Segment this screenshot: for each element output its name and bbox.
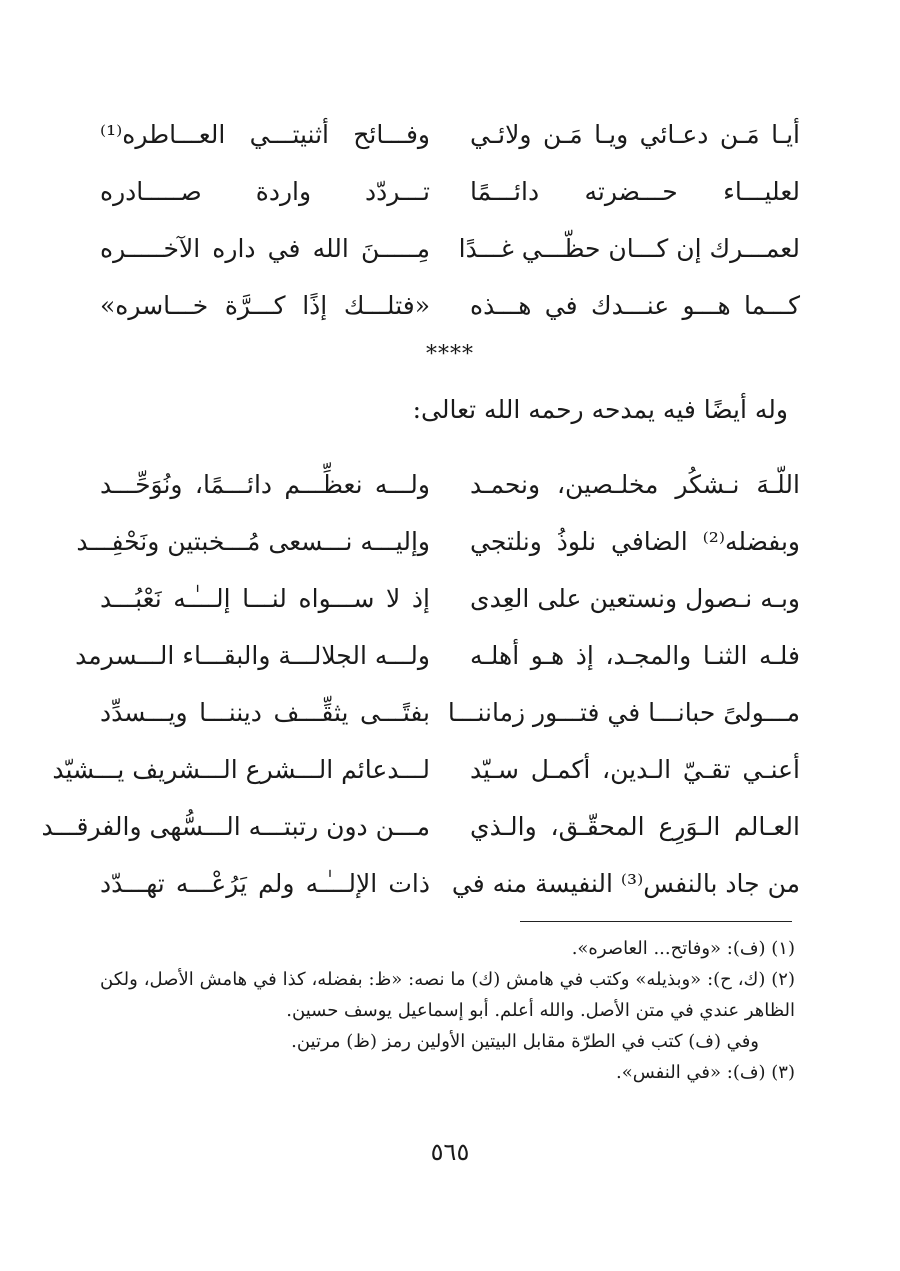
verse-second-hemistich: مـــن دون رتبتـــه الـــسُّهى والفرقـــد bbox=[41, 812, 430, 841]
verse-first-hemistich: مـــولىً حبانـــا في فتـــور زماننـــا bbox=[447, 698, 800, 727]
verse-line bbox=[100, 582, 800, 639]
footnote-1 bbox=[100, 933, 795, 964]
verse-second-hemistich: مِـــــنَ الله في داره الآخـــــره bbox=[100, 234, 430, 263]
verse-line bbox=[52, 753, 800, 810]
verse-first-hemistich: فلـه الثنـا والمجـد، إذ هـو أهلـه bbox=[470, 641, 800, 670]
footnote-number: (٢) bbox=[771, 969, 795, 990]
verse-line bbox=[100, 175, 800, 232]
verse-line bbox=[76, 525, 800, 582]
verse-line bbox=[100, 468, 800, 525]
poem-second bbox=[41, 468, 800, 924]
footnote-2 bbox=[100, 964, 795, 1026]
verse-first-hemistich: لعليـــاء حـــضرته دائـــمًا bbox=[470, 177, 800, 206]
footnotes bbox=[100, 933, 795, 1088]
verse-second-hemistich: ذات الإلـــٰـه ولم يَرُعْـــه تهـــدّد bbox=[100, 869, 430, 898]
verse-second-hemistich: إذ لا ســـواه لنـــا إلـــٰـه نَعْبُـــد bbox=[100, 584, 430, 613]
section-separator: **** bbox=[426, 342, 474, 367]
verse-first-hemistich: أعنـي تقـيّ الـدين، أكمـل سـيّد bbox=[470, 755, 800, 784]
footnote-text: (ف): «في النفس». bbox=[615, 1062, 766, 1083]
footnote-number: (١) bbox=[771, 938, 795, 959]
footnote-3 bbox=[100, 1057, 795, 1088]
page-number: ٥٦٥ bbox=[430, 1138, 470, 1166]
verse-second-hemistich: لـــدعائم الـــشرع الـــشريف يـــشيّد bbox=[52, 755, 430, 784]
verse-first-hemistich: وبفضله⁽²⁾ الضافي نلوذُ ونلتجي bbox=[470, 527, 800, 556]
verse-line bbox=[100, 696, 800, 753]
footnote-divider bbox=[520, 921, 792, 922]
verse-second-hemistich: وإليـــه نـــسعى مُـــخبتين ونَحْفِـــد bbox=[76, 527, 430, 556]
verse-first-hemistich: اللّـهَ نـشكُر مخلـصين، ونحمـد bbox=[470, 470, 800, 499]
footnote-text: (ك، ح): «وبذيله» وكتب في هامش (ك) ما نصه: «ظ: بفضله، كذا في هامش الأصل، ولكن الظاهر عندي في متن الأصل. والله أعلم. أبو إسماعيل يوسف حسين. bbox=[100, 969, 795, 1021]
footnote-2-continuation: وفي (ف) كتب في الطرّة مقابل البيتين الأولين رمز (ظ) مرتين. bbox=[291, 1031, 759, 1052]
verse-line bbox=[75, 639, 800, 696]
poem-first bbox=[100, 118, 800, 346]
footnote-text: (ف): «وفاتح... العاصره». bbox=[571, 938, 766, 959]
verse-first-hemistich: أيـا مَـن دعـائي ويـا مَـن ولائـي bbox=[470, 120, 800, 149]
verse-first-hemistich: كـــما هـــو عنـــدك في هـــذه bbox=[470, 291, 800, 320]
verse-second-hemistich: ولـــه الجلالـــة والبقـــاء الـــسرمد bbox=[75, 641, 430, 670]
verse-first-hemistich: من جاد بالنفس⁽³⁾ النفيسة منه في bbox=[451, 869, 800, 898]
poem-introduction: وله أيضًا فيه يمدحه رحمه الله تعالى: bbox=[412, 395, 788, 424]
verse-second-hemistich: ولـــه نعظِّـــم دائـــمًا، ونُوَحِّـــد bbox=[100, 470, 430, 499]
verse-line bbox=[100, 867, 800, 924]
footnote-number: (٣) bbox=[771, 1062, 795, 1083]
verse-second-hemistich: تـــردّد واردة صـــــادره bbox=[100, 177, 430, 206]
verse-second-hemistich: وفـــائح أثنيتـــي العـــاطره⁽¹⁾ bbox=[100, 120, 430, 149]
verse-line bbox=[41, 810, 800, 867]
verse-line bbox=[100, 289, 800, 346]
verse-second-hemistich: «فتلـــك إذًا كـــرَّة خـــاسره» bbox=[100, 291, 430, 320]
verse-first-hemistich: وبـه نـصول ونستعين على العِدى bbox=[470, 584, 800, 613]
verse-line bbox=[100, 118, 800, 175]
verse-first-hemistich: العـالم الـوَرِع المحقّـق، والـذي bbox=[470, 812, 800, 841]
verse-line bbox=[100, 232, 800, 289]
verse-second-hemistich: بفتًـــى يثقِّـــف ديننـــا ويـــسدِّد bbox=[100, 698, 430, 727]
verse-first-hemistich: لعمـــرك إن كـــان حظّـــي غـــدًا bbox=[458, 234, 800, 263]
